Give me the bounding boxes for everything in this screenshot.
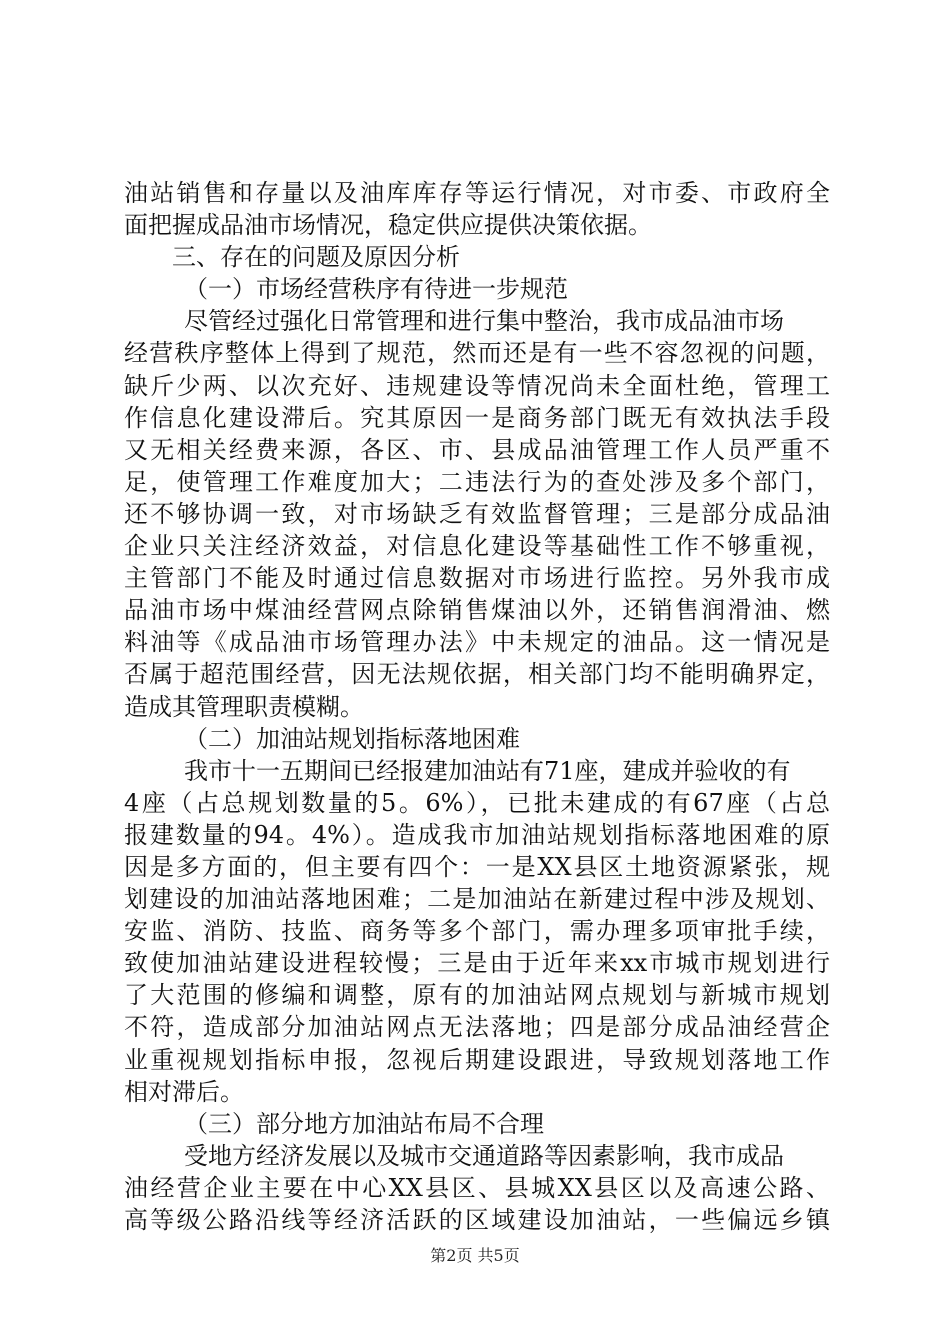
body-line: 致使加油站建设进程较慢；三是由于近年来xx市城市规划进行 [124, 949, 830, 978]
body-line: 缺斤少两、以次充好、违规建设等情况尚未全面杜绝，管理工 [124, 371, 830, 400]
body-line: 因是多方面的，但主要有四个：一是XX县区土地资源紧张，规 [124, 852, 830, 881]
body-line: 我市十一五期间已经报建加油站有71座，建成并验收的有 [184, 756, 791, 785]
body-line: 油站销售和存量以及油库库存等运行情况，对市委、市政府全 [124, 179, 830, 207]
page-footer: 第2页 共5页 [430, 1246, 520, 1265]
body-line: 高等级公路沿线等经济活跃的区域建设加油站，一些偏远乡镇 [124, 1206, 830, 1234]
document-body [124, 177, 830, 1236]
body-line: 企业只关注经济效益，对信息化建设等基础性工作不够重视， [124, 532, 830, 561]
body-line: 不符，造成部分加油站网点无法落地；四是部分成品油经营企 [124, 1013, 830, 1042]
subsection-heading: （一）市场经营秩序有待进一步规范 [184, 275, 568, 304]
section-heading: 三、存在的问题及原因分析 [172, 243, 460, 272]
body-line: 料油等《成品油市场管理办法》中未规定的油品。这一情况是 [124, 628, 830, 657]
body-line: 又无相关经费来源，各区、市、县成品油管理工作人员严重不 [124, 435, 830, 464]
body-line: 否属于超范围经营，因无法规依据，相关部门均不能明确界定， [124, 660, 830, 689]
body-line: 相对滞后。 [124, 1077, 244, 1106]
body-line: 4座（占总规划数量的5。6%），已批未建成的有67座（占总 [124, 788, 830, 817]
body-line: 面把握成品油市场情况，稳定供应提供决策依据。 [124, 211, 652, 240]
body-line: 报建数量的94。4%）。造成我市加油站规划指标落地困难的原 [124, 820, 830, 849]
subsection-heading: （二）加油站规划指标落地困难 [184, 724, 520, 753]
body-line: 尽管经过强化日常管理和进行集中整治，我市成品油市场 [184, 307, 784, 336]
body-line: 业重视规划指标申报，忽视后期建设跟进，导致规划落地工作 [124, 1045, 830, 1074]
body-line: 主管部门不能及时通过信息数据对市场进行监控。另外我市成 [124, 564, 830, 593]
body-line: 划建设的加油站落地困难；二是加油站在新建过程中涉及规划、 [124, 885, 830, 914]
body-line: 受地方经济发展以及城市交通道路等因素影响，我市成品 [184, 1141, 784, 1170]
body-line: 油经营企业主要在中心XX县区、县城XX县区以及高速公路、 [124, 1173, 830, 1202]
body-line: 经营秩序整体上得到了规范，然而还是有一些不容忽视的问题， [124, 339, 830, 368]
body-line: 了大范围的修编和调整，原有的加油站网点规划与新城市规划 [124, 981, 830, 1010]
body-line: 造成其管理职责模糊。 [124, 692, 364, 721]
body-line: 足，使管理工作难度加大；二违法行为的查处涉及多个部门， [124, 467, 830, 496]
body-line: 安监、消防、技监、商务等多个部门，需办理多项审批手续， [124, 917, 830, 946]
body-line: 品油市场中煤油经营网点除销售煤油以外，还销售润滑油、燃 [124, 596, 830, 625]
body-line: 还不够协调一致，对市场缺乏有效监督管理；三是部分成品油 [124, 499, 830, 528]
subsection-heading: （三）部分地方加油站布局不合理 [184, 1109, 544, 1138]
body-line: 作信息化建设滞后。究其原因一是商务部门既无有效执法手段 [124, 403, 830, 432]
